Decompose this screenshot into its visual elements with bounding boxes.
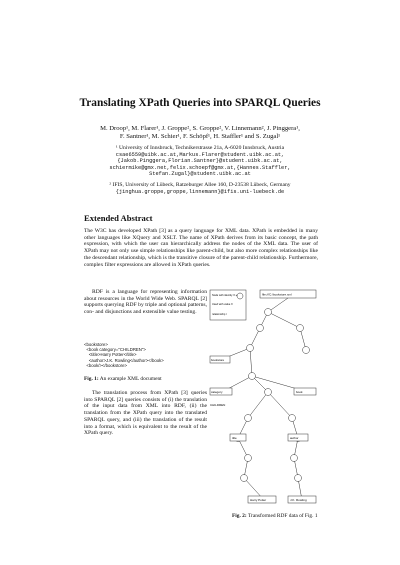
affiliations [60, 145, 340, 195]
file-node-label: file:///C:/bookstore.xml [262, 292, 292, 297]
paper-title: Translating XPath Queries into SPARQL Queries [79, 97, 321, 109]
node-label-children: CHILDREN [210, 403, 226, 407]
paragraph-2: RDF is a language for representing information about resources in the World Wide Web. SPARQL [2] supports querying RDF by triple and optional patterns, con- and disjunctions and extensible value testing. [84, 289, 207, 316]
email-line-1: csae6559@uibk.ac.at,Markus.Flarer@student.uibk.ac.at, [115, 151, 285, 158]
email-line-4: Stefan.Zugal}@student.uibk.ac.at [149, 171, 251, 178]
rdf-graph-diagram [208, 288, 320, 508]
email-line-5: {jinghua.groppe,groppe,linnemann}@ifis.uni-luebeck.de [115, 188, 285, 195]
legend-text-3: relationship r [212, 313, 227, 316]
node-label-author: author [290, 436, 299, 440]
figure-1-caption [84, 376, 162, 382]
paragraph-1: The W3C has developed XPath [3] as a query language for XML data. XPath is embedded in many other languages like XQuery and XSLT. The name of XPath derives from its basic concept, the path expression, with which the user can hierarchically address the nodes of the XML data. The user of XPath may not only use simple relationships like parent-child, but also more complex relationships like the descendant relationship, which is the transitive closure of the parent-child relationship. Furthermore, complex filter expressions are allowed in XPath queries. [84, 228, 318, 268]
authors-line-1: M. Droop¹, M. Flarer¹, J. Groppe², S. Groppe², V. Linnemann², J. Pinggera¹, [100, 125, 300, 132]
node-label-title: title [232, 436, 237, 440]
legend-text-2: Used with value X [212, 303, 233, 306]
legend-text-1: Node with identity X ≡ [212, 294, 238, 297]
xml-line: <book/></bookstore> [84, 362, 128, 368]
node-label-harry-potter: Harry Potter [250, 498, 267, 502]
xml-line: <bookstore> [84, 342, 108, 347]
paragraph-3: The translation process from XPath [3] queries into SPARQL [2] queries consists of (i) the translation of the input data from XML into RDF, (ii) the translation from the XPath query into the translated SPARQL query, and (iii) the translation of the result into a format, which is equivalent to the result of the XPath query. [84, 390, 207, 437]
figure-1-label: Fig. 1: [84, 376, 99, 382]
node-label-bookstore: bookstore [211, 358, 225, 362]
node-label-jk-rowling: J.K. Rowling [290, 498, 307, 502]
figure-2-label: Fig. 2: [232, 513, 247, 519]
affiliation-2: ² IFIS, University of Lübeck, Ratzeburger Allee 160, D-23538 Lübeck, Germany [109, 181, 291, 188]
edges [220, 298, 308, 500]
figure-2-text: Transformed RDF data of Fig. 1 [247, 513, 318, 519]
xml-line: <title>Harry Potter</title> [84, 352, 137, 358]
abstract-heading: Extended Abstract [84, 213, 153, 223]
xml-line: <book category="CHILDREN"> [84, 347, 146, 353]
xml-line: <author>J.K. Rowling</author></book> [84, 357, 164, 363]
figure-1-text: An example XML document [99, 376, 162, 382]
xml-example [84, 342, 204, 368]
email-line-2: {Jakob.Pinggera,Florian.Santner}@student.uibk.ac.at, [117, 158, 283, 165]
node-label-category: category [211, 390, 223, 394]
authors-line-2: F. Santner¹, M. Schier¹, F. Schöpf¹, H. Staffler¹ and S. Zugal¹ [119, 133, 281, 141]
email-line-3: schiermike@gmx.net,felix.schoepf@gmx.at,{Hannes.Staffler, [109, 164, 291, 171]
author-list [60, 125, 340, 142]
affiliation-1: ¹ University of Innsbruck, Technikerstrasse 21a, A-6020 Innsbruck, Austria [115, 145, 285, 151]
node-label-book: book [296, 390, 303, 394]
figure-2-caption [232, 513, 318, 519]
